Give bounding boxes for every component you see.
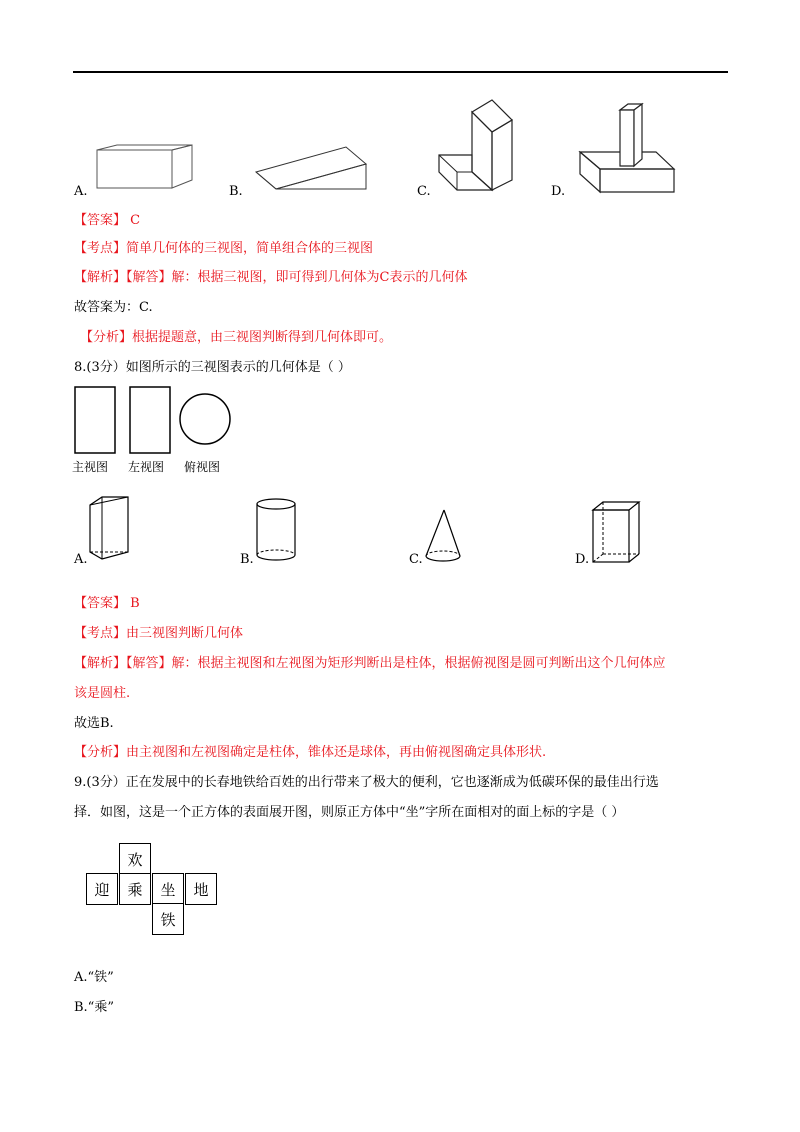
q9-cube-net (85, 843, 217, 939)
q7-option-b-label: B. (229, 184, 243, 199)
q7-analysis-text: 根据三视图，即可得到几何体为C表示的几何体 (197, 270, 468, 285)
q8-option-b-figure (255, 497, 300, 571)
q7-option-a-figure (95, 145, 195, 194)
q8-review-text: 由主视图和左视图确定是柱体，锥体还是球体，再由俯视图确定具体形状. (126, 745, 547, 760)
q8-front-view-label: 主视图 (72, 460, 109, 474)
net-cell-row-2: 乘 (119, 873, 151, 905)
q7-option-d-figure (578, 104, 678, 200)
q8-analysis-line2: 该是圆柱. (74, 686, 131, 701)
q7-review (80, 330, 392, 346)
q7-answer (74, 213, 140, 229)
q8-answer-value: B (130, 596, 140, 611)
q8-left-view (129, 386, 171, 460)
q7-option-d-label: D. (551, 184, 566, 199)
q9-stem-line2: 择．如图，这是一个正方体的表面展开图，则原正方体中“坐”字所在面相对的面上标的字是（ ） (74, 805, 625, 820)
q7-analysis-tag: 【解析】【解答】解： (74, 270, 198, 285)
q7-analysis (74, 270, 467, 286)
q7-point-tag: 【考点】 (74, 241, 127, 256)
q7-option-c-figure (437, 100, 517, 196)
q9-option-b: B.“乘” (74, 1000, 114, 1015)
q7-option-a-label: A. (74, 184, 88, 199)
q8-option-b-label: B. (240, 552, 254, 567)
q8-answer (74, 596, 140, 612)
q8-option-c-figure (424, 510, 464, 569)
q8-front-view (74, 386, 116, 460)
q8-stem: 8.(3分）如图所示的三视图表示的几何体是（ ） (74, 360, 351, 375)
q7-point (74, 241, 373, 257)
net-cell-top: 欢 (119, 843, 151, 875)
q8-review (74, 745, 546, 761)
q8-review-tag: 【分析】 (74, 745, 127, 760)
header-rule (73, 71, 728, 73)
q8-top-view-label: 俯视图 (184, 460, 221, 474)
q8-option-c-label: C. (409, 552, 423, 567)
q7-answer-tag: 【答案】 (74, 213, 127, 228)
q8-left-view-label: 左视图 (128, 460, 165, 474)
q8-conclusion: 故选B. (74, 716, 114, 731)
q8-point (74, 626, 243, 642)
q8-analysis-line1 (74, 656, 666, 672)
q7-answer-value: C (130, 213, 141, 228)
q8-analysis-text-1: 根据主视图和左视图为矩形判断出是柱体，根据俯视图是圆可判断出这个几何体应 (197, 656, 666, 671)
q9-stem-line1: 9.(3分）正在发展中的长春地铁给百姓的出行带来了极大的便利，它也逐渐成为低碳环保的最佳出行选 (74, 775, 659, 790)
q7-review-tag: 【分析】 (80, 330, 133, 345)
q7-option-b-figure (254, 147, 369, 196)
q7-review-text: 根据提题意，由三视图判断得到几何体即可。 (132, 330, 393, 345)
q8-answer-tag: 【答案】 (74, 596, 127, 611)
q8-analysis-tag: 【解析】【解答】解： (74, 656, 198, 671)
q8-option-a-figure (88, 497, 133, 571)
q7-point-text: 简单几何体的三视图，简单组合体的三视图 (126, 241, 374, 256)
q8-point-text: 由三视图判断几何体 (126, 626, 244, 641)
q9-option-a: A.“铁” (74, 970, 114, 985)
net-cell-row-4: 地 (185, 873, 217, 905)
net-cell-bottom: 铁 (152, 903, 184, 935)
q8-top-view (178, 392, 232, 450)
q8-option-a-label: A. (74, 552, 88, 567)
q7-option-c-label: C. (417, 184, 431, 199)
net-cell-row-3: 坐 (152, 873, 184, 905)
q8-option-d-figure (591, 500, 643, 569)
q8-option-d-label: D. (575, 552, 590, 567)
net-cell-row-1: 迎 (86, 873, 118, 905)
q8-point-tag: 【考点】 (74, 626, 127, 641)
q7-conclusion: 故答案为：C. (74, 300, 153, 315)
